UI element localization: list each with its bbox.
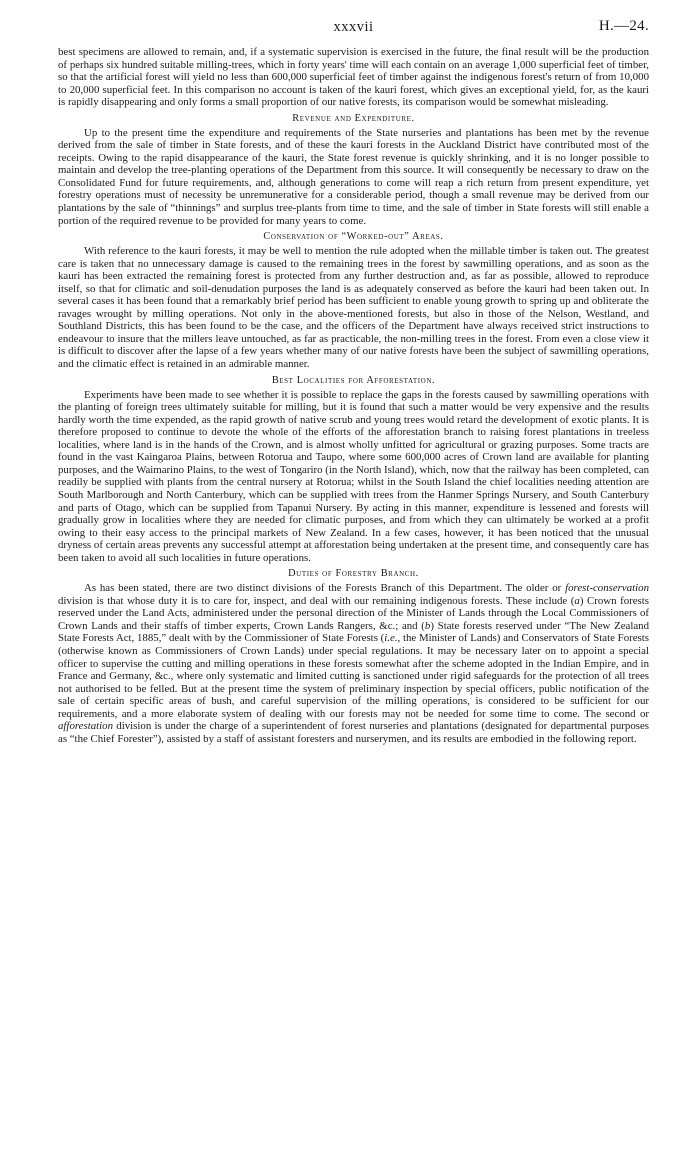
page-header [58,0,649,46]
section-revenue-and-expenditure [58,111,649,227]
section-duties-of-forestry-branch [58,566,649,745]
section-heading: Best Localities for Afforestation. [271,374,436,386]
page-number: xxxvii [333,19,374,35]
document-page [58,0,649,745]
paragraph: With reference to the kauri forests, it may be well to mention the rule adopted when the millable timber is taken out. The greatest care is taken that no unnecessary damage is caused to the remaining trees in the forest by sawmilling operations, and as soon as the kauri has been extracted the remaining forest is protected from any further destruction and, as far as possible, allowed to reproduce itself, so that for climatic and soil-denudation purposes the land is as adequately conserved as before the kauri had been taken out. In several cases it has been found that a remarkably brief period has been sufficient to enable young growth to spring up and obliterate the ravages wrought by milling operations. Not only in the above-mentioned forests, but also in those of the Nelson, Westland, and Southland Districts, this has been found to be the case, and the officers of the Department have always received strict instructions to endeavour to insure that the millers leave untouched, as far as practicable, the non-milling trees in the forest. From even a close view it is difficult to discover after the lapse of a few years whether many of our native forests have been the subject of sawmilling operations, and the climatic effect is retained in an admirable manner. [58,245,649,371]
document-reference: H.—24. [598,18,649,34]
section-heading: Conservation of “Worked-out” Areas. [263,231,444,243]
section-conservation-of-worked-out-areas [58,229,649,370]
section-heading: Duties of Forestry Branch. [288,568,419,580]
paragraph: best specimens are allowed to remain, and, if a systematic supervision is exercised in the future, the final result will be the production of perhaps six hundred suitable milling-trees, which in forty years' time will each contain on an average 1,000 superficial feet of timber, so that the artificial forest will yield no less than 600,000 superficial feet of timber against the indigenous forest's return of from 10,000 to 20,000 superficial feet. In this comparison no account is taken of the kauri forest, which gives an exceptional yield, for, as the kauri is rapidly disappearing and only forms a small proportion of our native forests, its comparison would be somewhat misleading. [58,46,649,109]
paragraph: Experiments have been made to see whether it is possible to replace the gaps in the forests caused by sawmilling operations with the planting of foreign trees ultimately suitable for milling, but it is found that such a matter would be very expensive and the results hardly worth the time expended, as the rapid growth of native scrub and young trees would retard the development of exotic plants. It is therefore proposed to continue to devote the whole of the efforts of the afforestation branch to raising forest plantations in treeless localities, where land is in the hands of the Crown, and is almost wholly unfitted for agricultural or grazing purposes. Some tracts are found in the vast Kaingaroa Plains, between Rotorua and Taupo, where some 600,000 acres of Crown land are available for planting purposes, and the Waimarino Plains, to the west of Tongariro (in the North Island), which, now that the railway has been completed, can readily be supplied with plants from the central nursery at Rotorua; whilst in the South Island the chief localities needing attention are South Marlborough and North Canterbury, which can be supplied with trees from the Hanmer Springs Nursery, and South Canterbury and parts of Otago, which can be supplied from Tapanui Nursery. By acting in this manner, expenditure is lessened and forests will gradually grow in localities where they are needed for climatic purposes, and from which they can ultimately be worked at a profit owing to their easy access to the principal markets of New Zealand. In a few cases, however, it has been noticed that the unusual dryness of certain areas prevents any successful attempt at afforestation being undertaken at the present time, and consequently care has been taken to avoid all such localities in future operations. [58,388,649,564]
section-heading: Revenue and Expenditure. [292,112,415,124]
section-intro [58,46,649,109]
section-best-localities-for-afforestation [58,373,649,565]
paragraph: Up to the present time the expenditure and requirements of the State nurseries and plantations has been met by the revenue derived from the sale of timber in State forests, and of these the kauri forests in the Auckland District have contributed most of the receipts. Owing to the rapid disappearance of the kauri, the State forest revenue is quickly shrinking, and it is no longer possible to maintain and develop the tree-planting operations of the Department from this source. It will consequently be necessary to draw on the Consolidated Fund for future requirements, and, although generations to come will reap a rich return from present expenditure, yet forestry operations must of necessity be unremunerative for a considerable period, though a small revenue may be derived from our plantations by the sale of “thinnings” and surplus tree-plants from time to time, and the sale of timber in State forests will still enable a portion of the required revenue to be provided for many years to come. [58,126,649,227]
paragraph: As has been stated, there are two distinct divisions of the Forests Branch of this Department. The older or forest-conservation division is that whose duty it is to care for, inspect, and deal with our remaining indigenous forests. These include (a) Crown forests reserved under the Land Acts, administered under the personal direction of the Minister of Lands through the Local Commissioners of Crown Lands and their staffs of timber experts, Crown Lands Rangers, &c.; and (b) State forests reserved under “The New Zealand State Forests Act, 1885,” dealt with by the Commissioner of State Forests (i.e., the Minister of Lands) and Conservators of State Forests (otherwise known as Commissioners of Crown Lands) under special regulations. It may be necessary later on to appoint a special officer to supervise the cutting and milling operations in these forests somewhat after the scheme adopted in the Indian Empire, and in France and Germany, &c., where only systematic and limited cutting is sanctioned under rigid safeguards for the protection of all trees not authorised to be felled. But at the present time the system of preliminary inspection by special officers, public notification of the sale of certain specific areas of bush, and careful supervision of the milling operations, is considered to be sufficient for our requirements, and a more elaborate system of dealing with our forests may not be needed for some time to come. The second or afforestation division is under the charge of a superintendent of forest nurseries and plantations (designated for departmental purposes as “the Chief Forester”), assisted by a staff of assistant foresters and nurserymen, and its results are embodied in the following report. [58,582,649,745]
